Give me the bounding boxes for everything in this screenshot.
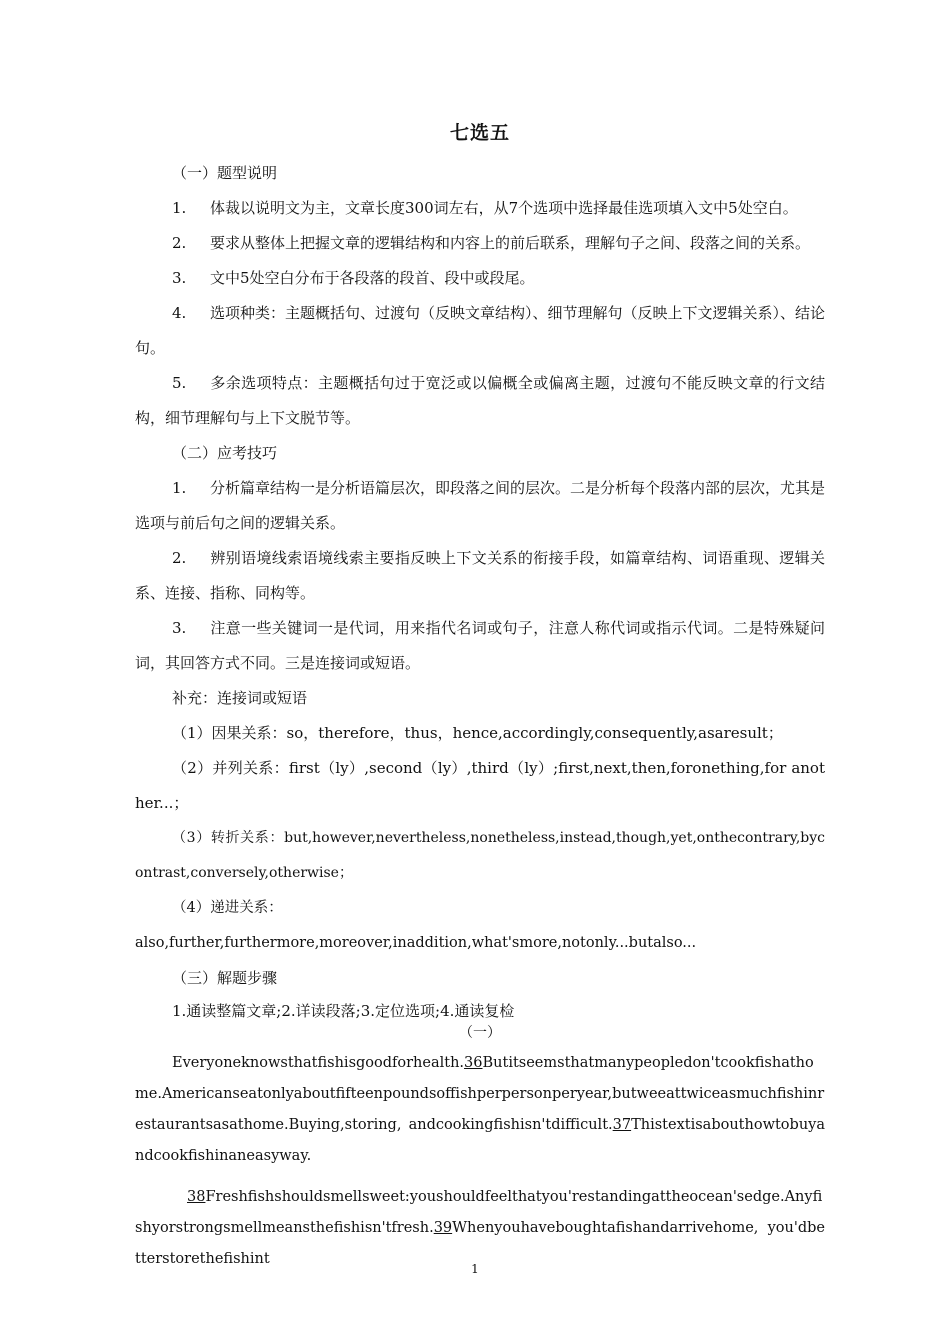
section-2-item	[135, 611, 825, 681]
item-text: 体裁以说明文为主，文章长度300词左右，从7个选项中选择最佳选项填入文中5处空白。	[210, 199, 798, 217]
item-number: 4.	[172, 304, 187, 322]
item-text: 文中5处空白分布于各段落的段首、段中或段尾。	[210, 269, 535, 287]
item-text: 多余选项特点：主题概括句过于宽泛或以偏概全或偏离主题，过渡句不能反映文章的行文结构，细节理解句与上下文脱节等。	[135, 374, 825, 427]
solving-steps: 1.通读整篇文章;2.详读段落;3.定位选项;4.通读复检	[172, 1002, 515, 1020]
section-1-items	[135, 191, 825, 436]
passage-text: Everyoneknowsthatfishisgoodforhealth.	[172, 1055, 465, 1071]
item-number: 2.	[172, 549, 187, 567]
blank-38: 38	[187, 1189, 206, 1205]
section-heading-3: （三）解题步骤	[172, 969, 278, 987]
section-heading-2: （二）应考技巧	[172, 444, 278, 462]
item-text: 辨别语境线索语境线索主要指反映上下文关系的衔接手段，如篇章结构、词语重现、逻辑关系、连接、指称、同构等。	[135, 549, 825, 602]
blank-37: 37	[612, 1117, 632, 1133]
section-1-item	[135, 226, 825, 261]
item-text: 要求从整体上把握文章的逻辑结构和内容上的前后联系，理解句子之间、段落之间的关系。	[210, 234, 811, 252]
passage-text: Freshfishshouldsmellsweet:youshouldfeelthatyou'restandingattheocean'sedge.Anyfishyorstrongsmellmeansthefishisn'tfresh.	[135, 1189, 823, 1236]
item-number: 5.	[172, 374, 187, 392]
section-1-item	[135, 366, 825, 436]
item-text: 选项种类：主题概括句、过渡句（反映文章结构）、细节理解句（反映上下文逻辑关系）、结论句。	[135, 304, 826, 357]
section-1-item	[135, 191, 825, 226]
item-number: 3.	[172, 269, 187, 287]
passage-paragraph-1	[135, 1048, 825, 1172]
section-2-items	[135, 471, 825, 681]
supplement-item-4: （4）递进关系：also,further,furthermore,moreover,inaddition,what'smore,notonly...butalso...	[135, 900, 697, 951]
supplement-item-2: （2）并列关系：first（ly）,second（ly）,third（ly）;first,next,then,foronething,for another...；	[135, 759, 825, 812]
section-2-item	[135, 471, 825, 541]
passage-label: （一）	[459, 1025, 501, 1041]
page-title: 七选五	[449, 122, 510, 144]
supplement-item-3: （3）转折关系：but,however,nevertheless,nonetheless,instead,though,yet,onthecontrary,bycontrast,conversely,otherwise；	[135, 830, 825, 881]
page-number: 1	[471, 1262, 479, 1276]
item-number: 1.	[172, 479, 187, 497]
section-1-item	[135, 261, 825, 296]
section-1-item	[135, 296, 825, 366]
item-number: 3.	[172, 619, 187, 637]
section-2-item	[135, 541, 825, 611]
item-text: 分析篇章结构一是分析语篇层次，即段落之间的层次。二是分析每个段落内部的层次，尤其是选项与前后句之间的逻辑关系。	[135, 479, 826, 532]
section-heading-1: （一）题型说明	[172, 164, 278, 182]
passage-text: Thistextisabouthowtobuyandcookfishinaneasyway.	[135, 1117, 825, 1164]
supplement-heading: 补充：连接词或短语	[172, 689, 308, 707]
item-number: 1.	[172, 199, 187, 217]
passage-text: Butitseemsthatmanypeopledon'tcookfishathome.Americanseatonlyaboutfifteenpoundsoffishperpersonperyear,butweeattwiceasmuchfishinrestaurantsasathome.Buying,storing, andcookingfishisn'tdifficult.	[135, 1055, 825, 1133]
blank-36: 36	[464, 1055, 483, 1071]
blank-39: 39	[433, 1220, 453, 1236]
item-text: 注意一些关键词一是代词，用来指代名词或句子，注意人称代词或指示代词。二是特殊疑问词，其回答方式不同。三是连接词或短语。	[135, 619, 825, 672]
passage-text: Whenyouhaveboughtafishandarrivehome, you'dbetterstorethefishint	[135, 1220, 825, 1267]
supplement-item-1: （1）因果关系：so，therefore，thus，hence,accordingly,consequently,asaresult；	[172, 724, 783, 742]
document-content	[135, 118, 825, 1275]
item-number: 2.	[172, 234, 187, 252]
